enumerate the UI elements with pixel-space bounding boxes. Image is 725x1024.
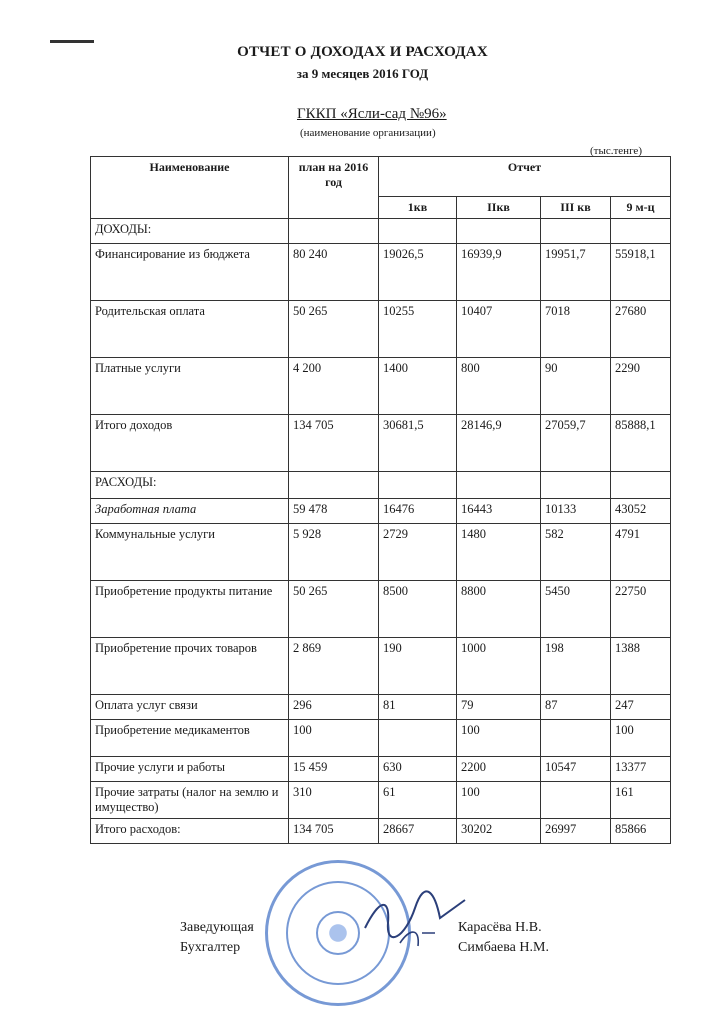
total-q3: 27059,7 <box>541 415 611 472</box>
expense-section-label: РАСХОДЫ: <box>91 472 289 499</box>
row-q1: 81 <box>379 695 457 720</box>
organization-name: ГККП «Ясли-сад №96» <box>297 106 447 122</box>
row-9m: 247 <box>611 695 671 720</box>
header-report: Отчет <box>379 157 671 197</box>
total-q2: 30202 <box>457 819 541 844</box>
row-name: Приобретение прочих товаров <box>91 638 289 695</box>
row-name: Коммунальные услуги <box>91 524 289 581</box>
name-head: Карасёва Н.В. <box>458 920 542 935</box>
row-plan: 296 <box>289 695 379 720</box>
header-plan: план на 2016 год <box>289 157 379 219</box>
row-q3: 7018 <box>541 301 611 358</box>
row-q3: 87 <box>541 695 611 720</box>
table-row <box>91 524 671 581</box>
total-q3: 26997 <box>541 819 611 844</box>
row-name: Заработная плата <box>91 499 289 524</box>
row-name: Платные услуги <box>91 358 289 415</box>
row-plan: 50 265 <box>289 301 379 358</box>
row-9m: 13377 <box>611 757 671 782</box>
total-9m: 85888,1 <box>611 415 671 472</box>
total-q1: 30681,5 <box>379 415 457 472</box>
header-9m: 9 м-ц <box>611 197 671 219</box>
row-q1: 8500 <box>379 581 457 638</box>
row-plan: 15 459 <box>289 757 379 782</box>
row-plan: 5 928 <box>289 524 379 581</box>
row-q3: 19951,7 <box>541 244 611 301</box>
organization-note: (наименование организации) <box>300 127 436 139</box>
row-name: Прочие услуги и работы <box>91 757 289 782</box>
row-q1: 19026,5 <box>379 244 457 301</box>
report-title: ОТЧЕТ О ДОХОДАХ И РАСХОДАХ <box>237 44 488 60</box>
total-q2: 28146,9 <box>457 415 541 472</box>
total-9m: 85866 <box>611 819 671 844</box>
table-row <box>91 499 671 524</box>
header-q3: III кв <box>541 197 611 219</box>
row-q1 <box>379 720 457 757</box>
row-q1: 190 <box>379 638 457 695</box>
row-q1: 2729 <box>379 524 457 581</box>
row-q3: 10133 <box>541 499 611 524</box>
row-plan: 4 200 <box>289 358 379 415</box>
table-row <box>91 757 671 782</box>
row-q3: 10547 <box>541 757 611 782</box>
row-q3 <box>541 720 611 757</box>
role-accountant: Бухгалтер <box>180 940 241 955</box>
row-9m: 100 <box>611 720 671 757</box>
table-row <box>91 782 671 819</box>
header-q1: 1кв <box>379 197 457 219</box>
table-row <box>91 244 671 301</box>
table-row <box>91 638 671 695</box>
row-q3: 198 <box>541 638 611 695</box>
row-plan: 80 240 <box>289 244 379 301</box>
row-plan: 310 <box>289 782 379 819</box>
row-name: Приобретение продукты питание <box>91 581 289 638</box>
row-q2: 10407 <box>457 301 541 358</box>
row-name: Оплата услуг связи <box>91 695 289 720</box>
row-plan: 59 478 <box>289 499 379 524</box>
row-q1: 10255 <box>379 301 457 358</box>
income-section-row <box>91 219 671 244</box>
table-row <box>91 695 671 720</box>
signature-roles <box>180 918 254 958</box>
table-row <box>91 358 671 415</box>
table-row <box>91 301 671 358</box>
header-name: Наименование <box>91 157 289 219</box>
row-name: Приобретение медикаментов <box>91 720 289 757</box>
row-9m: 2290 <box>611 358 671 415</box>
total-name: Итого доходов <box>91 415 289 472</box>
row-q1: 61 <box>379 782 457 819</box>
row-q2: 1480 <box>457 524 541 581</box>
total-q1: 28667 <box>379 819 457 844</box>
row-q2: 16939,9 <box>457 244 541 301</box>
row-q1: 1400 <box>379 358 457 415</box>
report-subtitle: за 9 месяцев 2016 ГОД <box>296 66 429 81</box>
row-9m: 55918,1 <box>611 244 671 301</box>
row-name: Финансирование из бюджета <box>91 244 289 301</box>
row-q3 <box>541 782 611 819</box>
income-total-row <box>91 415 671 472</box>
row-9m: 1388 <box>611 638 671 695</box>
row-name: Родительская оплата <box>91 301 289 358</box>
row-q2: 8800 <box>457 581 541 638</box>
row-name: Прочие затраты (налог на землю и имущество) <box>91 782 289 819</box>
handwritten-signature <box>360 888 470 948</box>
row-q2: 100 <box>457 720 541 757</box>
income-section-label: ДОХОДЫ: <box>91 219 289 244</box>
row-9m: 22750 <box>611 581 671 638</box>
currency-unit: (тыс.тенге) <box>590 145 642 157</box>
margin-dash-mark <box>50 40 94 43</box>
expense-total-row <box>91 819 671 844</box>
row-q3: 582 <box>541 524 611 581</box>
row-q2: 1000 <box>457 638 541 695</box>
row-9m: 4791 <box>611 524 671 581</box>
row-q3: 5450 <box>541 581 611 638</box>
row-q2: 79 <box>457 695 541 720</box>
row-q2: 16443 <box>457 499 541 524</box>
total-plan: 134 705 <box>289 819 379 844</box>
header-q2: IIкв <box>457 197 541 219</box>
row-q2: 800 <box>457 358 541 415</box>
row-9m: 161 <box>611 782 671 819</box>
row-9m: 43052 <box>611 499 671 524</box>
row-q1: 630 <box>379 757 457 782</box>
row-q2: 2200 <box>457 757 541 782</box>
signature-names <box>458 918 549 958</box>
table-row <box>91 720 671 757</box>
row-q2: 100 <box>457 782 541 819</box>
row-plan: 2 869 <box>289 638 379 695</box>
total-name: Итого расходов: <box>91 819 289 844</box>
expense-section-row <box>91 472 671 499</box>
total-plan: 134 705 <box>289 415 379 472</box>
row-q1: 16476 <box>379 499 457 524</box>
role-head: Заведующая <box>180 920 254 935</box>
row-plan: 50 265 <box>289 581 379 638</box>
row-9m: 27680 <box>611 301 671 358</box>
seal-emblem-icon <box>316 911 360 955</box>
row-q3: 90 <box>541 358 611 415</box>
report-table <box>90 156 671 844</box>
row-plan: 100 <box>289 720 379 757</box>
name-accountant: Симбаева Н.М. <box>458 940 549 955</box>
table-row <box>91 581 671 638</box>
